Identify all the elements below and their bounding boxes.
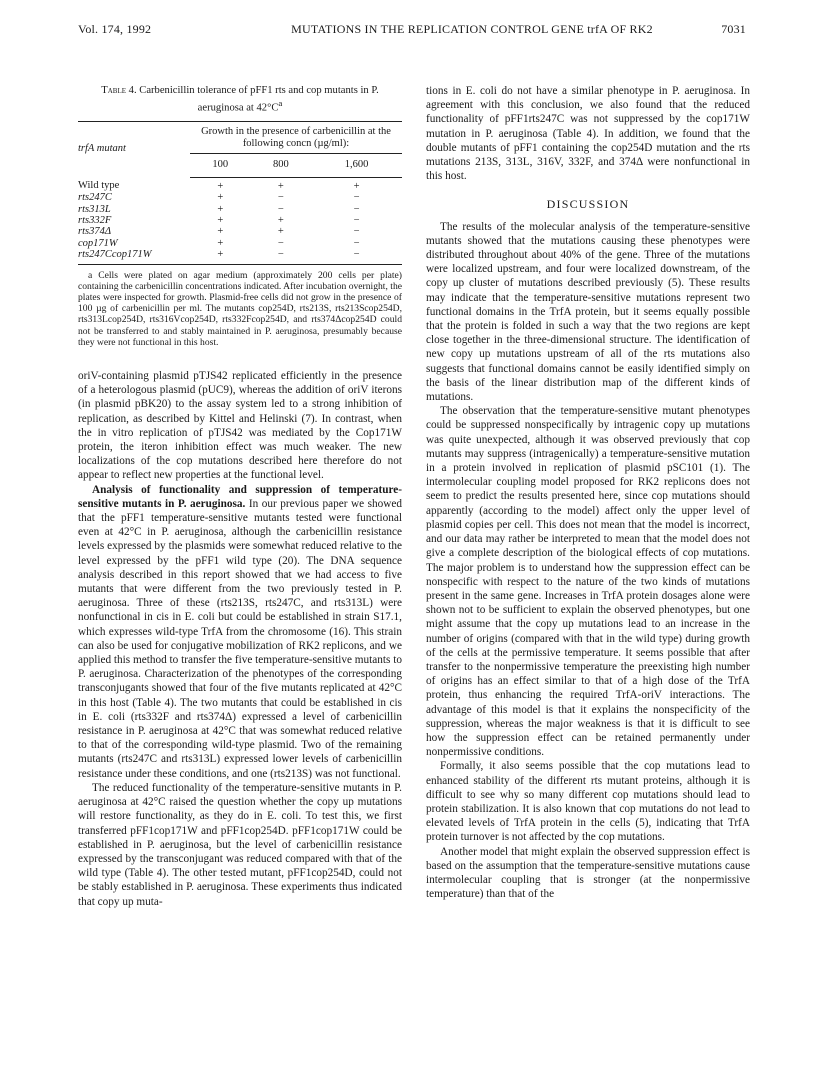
paragraph: The observation that the temperature-sensitive mutant phenotypes could be suppressed nonspecifically by intragenic copy up mutations was quite unexpected, although it was observed previously that cop mutants may suppress (intragenically) a temperature-sensitive mutation in a protein involved in replication of plasmid pSC101 (1). The intermolecular coupling model proposed for RK2 replicons does not seem to predict the results presented here, since cop mutations should apparently (according to the model) affect only the upper level of plasmid copies per cell. This does not mean that the model is incorrect, and our data may rather be interpreted to mean that the model does not give a complete description of the biological effects of cop mutations. The major problem is to understand how the suppression effect can be nonspecific with respect to the nature of the two kinds of mutations present in the same gene. Increases in TrfA protein dosages alone were shown not to be sufficient to explain the observed phenotypes, but one might assume that the copy up mutations lead to an increase in the number of origins (compared with that in the wild type) during growth of the cells at the permissive temperature. It seems possible that after transfer to the nonpermissive temperature the preexisting high number of origins has an effect similar to that of a high dose of the TrfA protein, thus enhancing the required TrfA-oriV interactions. The advantage of this model is that it explains the nonspecificity of the suppression, whereas the major weakness is that it is difficult to see how the suppression effect can be retained permanently under nonpermissive conditions. (426, 405, 750, 759)
table-row (78, 226, 402, 237)
table-cell: + (217, 192, 224, 204)
table-cell: − (353, 192, 360, 204)
table-cell: − (353, 226, 360, 238)
table-cell: − (353, 237, 360, 249)
table-row (78, 177, 402, 192)
section-heading: DISCUSSION (546, 197, 630, 212)
column-header: 800 (251, 153, 312, 177)
paragraph-text: In our previous paper we showed that the pFF1 temperature-sensitive mutants tested were functional even at 42°C in P. aeruginosa, although the carbenicillin resistance levels expressed by the plasmids were somewhat reduced relative to the level expressed by the pFF1 wild type (20). The DNA sequence analysis described in this report showed that we had access to five mutants that were different from the two previously tested in P. aeruginosa. Three of these (rts213S, rts247C, and rts313L) were nonfunctional in cis in E. coli but could be established in strain S17.1, which expresses wild-type TrfA from the chromosome (16). This strain can also be used for conjugative mobilization of RK2 replicons, and we applied this method to transfer the five temperature-sensitive mutants to P. aeruginosa. Characterization of the phenotypes of the corresponding transconjugants showed that four of the five mutants replicated at 42°C in this host (Table 4). The two mutants that could be established in cis in E. coli (rts332F and rts374Δ) expressed a level of carbenicillin resistance in P. aeruginosa at 42°C that was somewhat reduced relative to that of the corresponding wild-type plasmid. Two of the remaining mutants (rts247C and rts313L) expressed lower levels of carbenicillin resistance under these conditions, and one (rts213S) was not functional. (78, 497, 402, 780)
table-row (78, 192, 402, 203)
row-label: rts247C (78, 192, 112, 204)
run-in-heading: Analysis of functionality and suppression of temperature-sensitive mutants in P. aeruginosa. (78, 483, 402, 510)
row-label: rts374Δ (78, 226, 112, 238)
row-label: cop171W (78, 237, 118, 249)
table-cell: + (217, 237, 224, 249)
table-cell: + (217, 180, 224, 192)
table-cell: + (190, 249, 251, 264)
paragraph: Formally, it also seems possible that the cop mutations lead to enhanced stability of the different rts mutant proteins, although it is difficult to see why so many different cop mutations should lead to protein stabilization. It is also known that cop mutations do not lead to elevated levels of TrfA protein in the cells (5), indicating that TrfA protein turnover is not affected by the cop mutations. (426, 760, 750, 844)
row-label: rts247Ccop171W (78, 249, 190, 264)
paragraph: oriV-containing plasmid pTJS42 replicated efficiently in the presence of a heterologous plasmid (pUC9), whereas the addition of oriV iterons (in plasmid pBK20) to the assay system led to a strong inhibition of replication, as described by Kittel and Helinski (7). In contrast, when the in vitro replication of pTJS42 was mediated by the Cop171W protein, the iteron inhibition effect was much weaker. The new localizations of the cop mutations described here therefore do not appear to reflect new properties at the functional level. (78, 370, 402, 482)
table-cell: − (353, 203, 360, 215)
paragraph: Another model that might explain the observed suppression effect is based on the assumption that the temperature-sensitive mutations cause intermolecular coupling that is stronger (at the nonpermissive temperature) than that of the (426, 845, 750, 901)
table-cell: − (277, 203, 284, 215)
table-cell: + (277, 214, 284, 226)
paragraph (78, 483, 402, 781)
running-header (78, 22, 746, 44)
table-cell: + (217, 203, 224, 215)
table-row (78, 204, 402, 215)
table-footnote-mark: a (278, 98, 283, 108)
page-number: 7031 (721, 22, 746, 36)
table-cell: − (277, 237, 284, 249)
table-cell: + (217, 214, 224, 226)
table-row (78, 249, 402, 264)
left-column (78, 84, 402, 909)
table-cell: + (277, 226, 284, 238)
table-number: Table 4. (101, 85, 137, 96)
row-label: rts313L (78, 203, 111, 215)
table-footnote: a Cells were plated on agar medium (approximately 200 cells per plate) containing the carbenicillin concentrations indicated. After incubation overnight, the plates were inspected for growth. Plasmid-free cells did not grow in the presence of 100 µg of carbenicillin per ml. The mutants cop254D, rts213S, rts213Scop254D, rts313Lcop254D, rts316Vcop254D, rts332Fcop254D, and rts374Δcop254D could not be transferred to and stably maintained in P. aeruginosa, presumably because they were not functional in this host. (78, 269, 402, 348)
table-cell: − (311, 249, 402, 264)
carbenicillin-table (78, 121, 402, 265)
paragraph: The reduced functionality of the temperature-sensitive mutants in P. aeruginosa at 42°C raised the question whether the copy up mutations will restore functionality, as they do in E. coli. To test this, we first transferred pFF1cop171W and pFF1cop254D. pFF1cop171W could be established in P. aeruginosa, but the level of carbenicillin resistance expressed by the transconjugant was reduced compared with that of the wild type (Table 4). The other tested mutant, pFF1cop254D, could not be stably established in P. aeruginosa. These experiments thus indicated that copy up muta- (78, 781, 402, 908)
row-header: trfA mutant (78, 121, 190, 177)
running-title: MUTATIONS IN THE REPLICATION CONTROL GENE trfA OF RK2 (291, 22, 653, 36)
table-cell: + (353, 180, 360, 192)
row-label: Wild type (78, 180, 120, 192)
journal-volume: Vol. 174, 1992 (78, 22, 152, 36)
paragraph: tions in E. coli do not have a similar phenotype in P. aeruginosa. In agreement with this conclusion, we also found that the reduced functionality of pFF1rts247C was not suppressed by the cop171W mutation in P. aeruginosa (Table 4). In addition, we found that the double mutants of pFF1 containing the cop254D mutation and the rts mutations 213S, 313L, 316V, 332F, and 374Δ were nonfunctional in this host. (426, 85, 750, 183)
table-caption (78, 84, 402, 115)
table-cell: − (277, 192, 284, 204)
column-header: 100 (190, 153, 251, 177)
right-column (426, 84, 750, 901)
group-header: Growth in the presence of carbenicillin at the following concn (µg/ml): (190, 121, 402, 153)
row-label: rts332F (78, 214, 112, 226)
table-row (78, 238, 402, 249)
table-cell: + (217, 226, 224, 238)
column-header: 1,600 (311, 153, 402, 177)
paragraph: The results of the molecular analysis of the temperature-sensitive mutants showed that the mutations causing these phenotypes were distributed throughout about 40% of the gene. Three of the mutations were localized upstream, and four were localized downstream, of the copy up cluster of mutations described previously (5). These results may indicate that the temperature-sensitive mutations represent two functional domains in the TrfA protein, but it seems equally possible that the protein is folded in such a way that the two regions are kept close together in the three-dimensional structure. The identification of new copy up mutations upstream of all of the rts mutations also suggests that functional domains cannot be easily identified simply on the basis of the linear distribution map of the different kinds of mutations. (426, 220, 750, 404)
table-row (78, 215, 402, 226)
table-cell: + (277, 180, 284, 192)
table-cell: − (251, 249, 312, 264)
table-title: Carbenicillin tolerance of pFF1 rts and cop mutants in P. aeruginosa at 42°C (139, 85, 379, 114)
table-cell: − (353, 214, 360, 226)
